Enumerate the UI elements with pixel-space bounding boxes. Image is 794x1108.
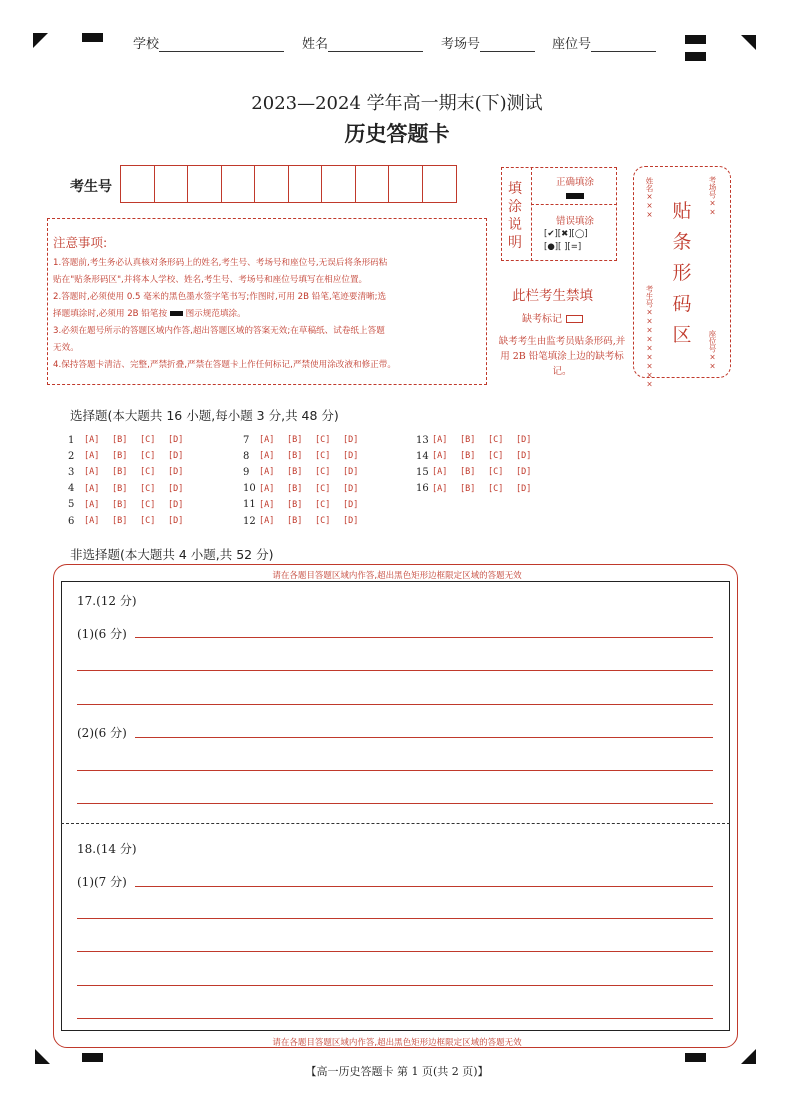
forbidden-title: 此栏考生禁填	[512, 288, 593, 304]
notice-item: 1.答题前,考生务必认真核对条形码上的姓名,考生号、考场号和座位号,无误后将条形码粘	[53, 258, 388, 268]
notice-title: 注意事项:	[53, 235, 108, 250]
question-18-1-label: (1)(7 分)	[77, 875, 127, 889]
card-title: 历史答题卡	[344, 122, 450, 146]
answer-line[interactable]	[77, 951, 713, 952]
answer-line[interactable]	[77, 803, 713, 804]
school-label: 学校	[133, 37, 160, 52]
corner-mark-bottom-right	[741, 1049, 756, 1064]
answer-line[interactable]	[135, 737, 713, 738]
mc-question-row[interactable]: 9 [A] [B] [C] [D]	[243, 466, 359, 478]
exam-number-label: 考生号	[70, 179, 112, 195]
answer-line[interactable]	[77, 670, 713, 671]
notice-item: 3.必须在题号所示的答题区域内作答,超出答题区域的答案无效;在草稿纸、试卷纸上答题	[53, 326, 385, 336]
question-separator	[61, 823, 730, 824]
corner-mark-bottom-left	[35, 1049, 50, 1064]
name-field[interactable]	[302, 33, 423, 52]
seat-label: 座位号	[552, 37, 592, 52]
school-field[interactable]	[133, 33, 284, 52]
exam-number-cell[interactable]	[188, 166, 222, 202]
notice-item: 择题填涂时,必须用 2B 铅笔按 图示规范填涂。	[53, 309, 246, 319]
barcode-seat-mark: 座位号××	[708, 330, 717, 371]
exam-number-cell[interactable]	[255, 166, 289, 202]
answer-line[interactable]	[77, 704, 713, 705]
mc-question-row[interactable]: 12 [A] [B] [C] [D]	[243, 515, 359, 527]
mc-question-row[interactable]: 3 [A] [B] [C] [D]	[68, 466, 184, 478]
exam-number-cell[interactable]	[222, 166, 256, 202]
question-17-2-label: (2)(6 分)	[77, 726, 127, 740]
mc-column-2	[243, 432, 371, 529]
exam-number-cell[interactable]	[423, 166, 457, 202]
room-field[interactable]	[441, 33, 535, 52]
wrong-fill-sample-2: [●][ ][=]	[544, 242, 582, 252]
wrong-fill-label: 错误填涂	[556, 216, 595, 227]
answer-line[interactable]	[77, 985, 713, 986]
mc-question-row[interactable]: 2 [A] [B] [C] [D]	[68, 450, 184, 462]
barcode-examno-mark: 考生号×××××××××	[645, 285, 654, 389]
fill-sample-icon	[170, 311, 183, 316]
correct-fill-label: 正确填涂	[556, 177, 595, 188]
notice-box	[47, 218, 487, 385]
correct-fill-icon	[566, 193, 584, 199]
mc-question-row[interactable]: 7 [A] [B] [C] [D]	[243, 434, 359, 446]
wrong-fill-sample-1: [✔][✖][◯]	[544, 229, 588, 239]
mc-question-row[interactable]: 13 [A] [B] [C] [D]	[416, 434, 532, 446]
fill-guide-vertical-title: 填涂说明	[508, 181, 522, 251]
exam-number-cell[interactable]	[121, 166, 155, 202]
answer-line[interactable]	[77, 918, 713, 919]
barcode-room-mark: 考场号××	[708, 176, 717, 217]
absent-checkbox[interactable]	[566, 315, 583, 323]
answer-line[interactable]	[77, 1018, 713, 1019]
answer-line[interactable]	[135, 886, 713, 887]
mc-question-row[interactable]: 15 [A] [B] [C] [D]	[416, 466, 532, 478]
answer-warning-bottom: 请在各题目答题区域内作答,超出黑色矩形边框限定区域的答题无效	[272, 1038, 522, 1048]
answer-line[interactable]	[135, 637, 713, 638]
position-block-bottom-left	[82, 1053, 103, 1062]
mc-question-row[interactable]: 16 [A] [B] [C] [D]	[416, 483, 532, 495]
barcode-name-mark: 姓名×××	[645, 177, 654, 219]
mc-column-3	[416, 432, 544, 497]
mc-question-row[interactable]: 14 [A] [B] [C] [D]	[416, 450, 532, 462]
notice-item: 4.保持答题卡清洁、完整,严禁折叠,严禁在答题卡上作任何标记,严禁使用涂改液和修正带。	[53, 360, 396, 370]
mc-question-row[interactable]: 11 [A] [B] [C] [D]	[243, 499, 359, 511]
mc-question-row[interactable]: 8 [A] [B] [C] [D]	[243, 450, 359, 462]
notice-item: 无效。	[53, 343, 79, 353]
mc-question-row[interactable]: 6 [A] [B] [C] [D]	[68, 515, 184, 527]
corner-mark-top-left	[33, 33, 48, 48]
exam-title: 2023—2024 学年高一期末(下)测试	[251, 93, 543, 114]
page-footer: 【高一历史答题卡 第 1 页(共 2 页)】	[305, 1065, 489, 1078]
answer-warning-top: 请在各题目答题区域内作答,超出黑色矩形边框限定区域的答题无效	[272, 571, 522, 581]
absent-mark[interactable]	[522, 310, 583, 325]
exam-number-cell[interactable]	[389, 166, 423, 202]
notice-item: 贴在"贴条形码区",并将本人学校、姓名,考生号、考场号和座位号填写在相应位置。	[53, 275, 368, 285]
corner-mark-top-right	[741, 35, 756, 50]
position-block-top-right-1	[685, 35, 706, 44]
fill-guide-hdivider	[531, 204, 617, 205]
exam-number-boxes[interactable]	[120, 165, 457, 203]
absent-note: 缺考考生由监考员贴条形码,并用 2B 铅笔填涂上边的缺考标记。	[498, 336, 626, 377]
notice-item: 2.答题时,必须使用 0.5 毫米的黑色墨水签字笔书写;作图时,可用 2B 铅笔,笔迹要清晰;选	[53, 292, 387, 302]
name-label: 姓名	[302, 37, 329, 52]
question-17-title: 17.(12 分)	[77, 594, 137, 608]
exam-number-cell[interactable]	[356, 166, 390, 202]
fill-guide-divider	[531, 167, 532, 261]
exam-number-cell[interactable]	[155, 166, 189, 202]
position-block-top-right-2	[685, 52, 706, 61]
free-section-title: 非选择题(本大题共 4 小题,共 52 分)	[70, 547, 274, 562]
answer-line[interactable]	[77, 770, 713, 771]
mc-question-row[interactable]: 4 [A] [B] [C] [D]	[68, 483, 184, 495]
question-17-1-label: (1)(6 分)	[77, 627, 127, 641]
question-18-title: 18.(14 分)	[77, 842, 137, 856]
mc-question-row[interactable]: 5 [A] [B] [C] [D]	[68, 499, 184, 511]
exam-number-cell[interactable]	[322, 166, 356, 202]
absent-label: 缺考标记	[522, 314, 562, 325]
room-label: 考场号	[441, 37, 481, 52]
mc-column-1	[68, 432, 196, 529]
mc-question-row[interactable]: 1 [A] [B] [C] [D]	[68, 434, 184, 446]
mc-question-row[interactable]: 10 [A] [B] [C] [D]	[243, 483, 359, 495]
exam-number-cell[interactable]	[289, 166, 323, 202]
barcode-main-label: 贴条形码区	[672, 200, 692, 346]
position-block-top-left	[82, 33, 103, 42]
position-block-bottom-right	[685, 1053, 706, 1062]
answer-area-inner[interactable]	[61, 581, 730, 1031]
seat-field[interactable]	[552, 33, 656, 52]
mc-section-title: 选择题(本大题共 16 小题,每小题 3 分,共 48 分)	[70, 408, 339, 423]
